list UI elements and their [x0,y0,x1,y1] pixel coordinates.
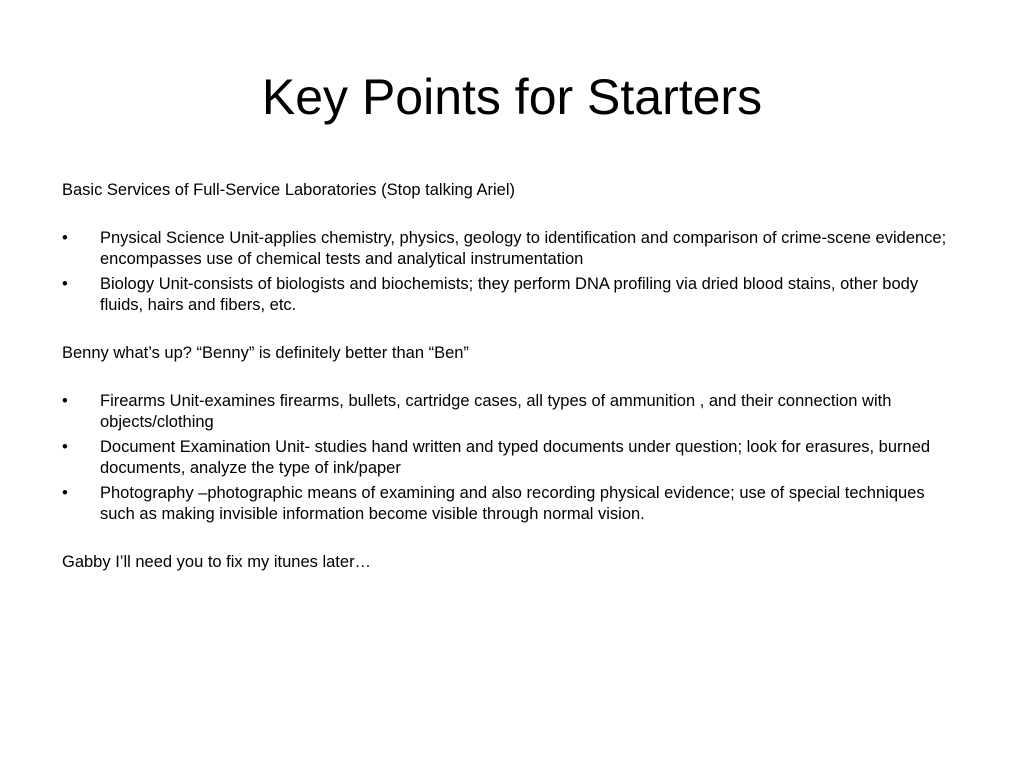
list-item-text: Pnysical Science Unit-applies chemistry, physics, geology to identification and comparison of crime-scene evidence; encompasses use of chemical tests and analytical instrumentation [100,229,947,268]
list-item [62,274,962,316]
list-item-text: Firearms Unit-examines firearms, bullets, cartridge cases, all types of ammunition , and their connection with objects/clothing [100,392,892,431]
bullet-list-1 [62,228,962,316]
list-item [62,483,962,525]
list-item-text: Document Examination Unit- studies hand written and typed documents under question; look for erasures, burned documents, analyze the type of ink/paper [100,438,931,477]
bullet-list-2 [62,391,962,525]
list-item [62,228,962,270]
bullet-icon: • [62,392,68,410]
slide-title: Key Points for Starters [261,69,763,125]
bullet-icon: • [62,438,68,456]
closing-text: Gabby I’ll need you to fix my itunes later… [62,553,372,571]
list-item-text: Photography –photographic means of examining and also recording physical evidence; use of special techniques such as making invisible information become visible through normal vision. [100,484,925,523]
list-item [62,437,962,479]
bullet-icon: • [62,229,68,247]
intro-text: Basic Services of Full-Service Laboratories (Stop talking Ariel) [62,181,516,199]
slide-body [62,180,962,573]
bullet-icon: • [62,275,68,293]
list-item [62,391,962,433]
list-item-text: Biology Unit-consists of biologists and biochemists; they perform DNA profiling via dried blood stains, other body fluids, hairs and fibers, etc. [100,275,919,314]
interlude-text: Benny what’s up? “Benny” is definitely better than “Ben” [62,344,469,362]
bullet-icon: • [62,484,68,502]
